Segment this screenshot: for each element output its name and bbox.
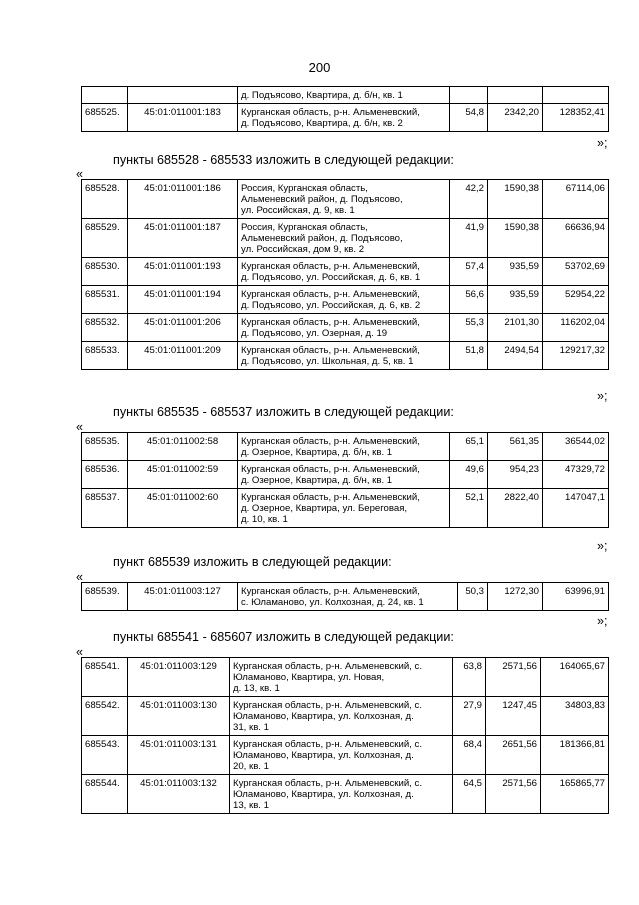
item-number-cell: 685543. xyxy=(82,736,128,775)
address-line: Юламаново, Квартира, ул. Новая, xyxy=(233,672,385,683)
unit-price-cell: 2822,40 xyxy=(488,489,543,528)
address-cell xyxy=(230,658,453,697)
address-cell xyxy=(238,286,450,314)
address-cell xyxy=(238,219,450,258)
address-line: д. Подъясово, Квартира, д. б/н, кв. 2 xyxy=(241,118,403,129)
total-value-cell: 67114,06 xyxy=(543,180,609,219)
unit-price-cell: 561,35 xyxy=(488,433,543,461)
cadastral-number-cell: 45:01:011003:127 xyxy=(128,583,238,611)
unit-price-cell: 935,59 xyxy=(488,258,543,286)
item-number-cell: 685531. xyxy=(82,286,128,314)
address-line: Курганская область, р-н. Альменевский, xyxy=(241,492,420,503)
cadastral-number-cell: 45:01:011001:187 xyxy=(128,219,238,258)
item-number-cell: 685536. xyxy=(82,461,128,489)
close-quote-3: »; xyxy=(597,614,608,628)
item-number-cell: 685542. xyxy=(82,697,128,736)
address-line: ул. Российская, д. 9, кв. 1 xyxy=(241,205,355,216)
address-line: Курганская область, р-н. Альменевский, с. xyxy=(233,739,423,750)
registry-table-2 xyxy=(81,432,609,528)
item-number-cell: 685541. xyxy=(82,658,128,697)
address-cell xyxy=(238,433,450,461)
unit-price-cell: 2342,20 xyxy=(488,104,543,132)
table-row xyxy=(82,489,609,528)
unit-price-cell: 1590,38 xyxy=(488,180,543,219)
item-number-cell: 685530. xyxy=(82,258,128,286)
total-value-cell: 52954,22 xyxy=(543,286,609,314)
address-line: Курганская область, р-н. Альменевский, xyxy=(241,436,420,447)
table-row xyxy=(82,87,609,104)
address-cell xyxy=(238,342,450,370)
unit-price-cell: 2651,56 xyxy=(486,736,541,775)
cadastral-number-cell xyxy=(128,87,238,104)
unit-price-cell: 954,23 xyxy=(488,461,543,489)
area-cell: 41,9 xyxy=(450,219,488,258)
address-line: д. Подъясово, ул. Российская, д. 6, кв. 2 xyxy=(241,300,421,311)
unit-price-cell: 2494,54 xyxy=(488,342,543,370)
address-line: Россия, Курганская область, xyxy=(241,222,368,233)
address-line: Россия, Курганская область, xyxy=(241,183,368,194)
close-quote-0: »; xyxy=(597,136,608,150)
item-number-cell xyxy=(82,87,128,104)
address-line: д. 13, кв. 1 xyxy=(233,683,280,694)
table-row xyxy=(82,258,609,286)
unit-price-cell: 1590,38 xyxy=(488,219,543,258)
area-cell: 27,9 xyxy=(453,697,486,736)
registry-table-4 xyxy=(81,657,609,814)
address-line: Курганская область, р-н. Альменевский, с. xyxy=(233,700,423,711)
item-number-cell: 685535. xyxy=(82,433,128,461)
item-number-cell: 685533. xyxy=(82,342,128,370)
table-row xyxy=(82,342,609,370)
area-cell: 56,6 xyxy=(450,286,488,314)
address-line: д. Подъясово, ул. Озерная, д. 19 xyxy=(241,328,388,339)
total-value-cell: 36544,02 xyxy=(543,433,609,461)
item-number-cell: 685528. xyxy=(82,180,128,219)
address-cell xyxy=(238,461,450,489)
area-cell: 68,4 xyxy=(453,736,486,775)
address-line: Юламаново, Квартира, ул. Колхозная, д. xyxy=(233,750,414,761)
address-line: д. Подъясово, ул. Российская, д. 6, кв. 1 xyxy=(241,272,421,283)
total-value-cell: 181366,81 xyxy=(541,736,609,775)
area-cell: 65,1 xyxy=(450,433,488,461)
total-value-cell: 53702,69 xyxy=(543,258,609,286)
section-heading-1: пункты 685528 - 685533 изложить в следующей редакции: xyxy=(113,153,454,167)
item-number-cell: 685529. xyxy=(82,219,128,258)
total-value-cell: 116202,04 xyxy=(543,314,609,342)
address-line: д. Озерное, Квартира, ул. Береговая, xyxy=(241,503,408,514)
cadastral-number-cell: 45:01:011003:129 xyxy=(128,658,230,697)
area-cell: 55,3 xyxy=(450,314,488,342)
total-value-cell: 34803,83 xyxy=(541,697,609,736)
open-quote-1: « xyxy=(76,167,84,181)
cadastral-number-cell: 45:01:011002:58 xyxy=(128,433,238,461)
address-line: Курганская область, р-н. Альменевский, xyxy=(241,345,420,356)
address-line: д. Подъясово, Квартира, д. б/н, кв. 1 xyxy=(241,90,403,101)
total-value-cell: 66636,94 xyxy=(543,219,609,258)
registry-table-0 xyxy=(81,86,609,132)
open-quote-4: « xyxy=(76,645,84,659)
table-row xyxy=(82,180,609,219)
address-line: 13, кв. 1 xyxy=(233,800,269,811)
cadastral-number-cell: 45:01:011001:193 xyxy=(128,258,238,286)
table-row xyxy=(82,219,609,258)
address-line: Курганская область, р-н. Альменевский, с. xyxy=(233,661,423,672)
address-line: Курганская область, р-н. Альменевский, xyxy=(241,289,420,300)
address-line: Курганская область, р-н. Альменевский, xyxy=(241,586,420,597)
cadastral-number-cell: 45:01:011001:209 xyxy=(128,342,238,370)
address-line: Альменевский район, д. Подъясово, xyxy=(241,233,403,244)
area-cell: 54,8 xyxy=(450,104,488,132)
unit-price-cell xyxy=(488,87,543,104)
cadastral-number-cell: 45:01:011001:206 xyxy=(128,314,238,342)
address-line: Курганская область, р-н. Альменевский, xyxy=(241,261,420,272)
total-value-cell: 128352,41 xyxy=(543,104,609,132)
address-cell xyxy=(238,489,450,528)
address-line: Альменевский район, д. Подъясово, xyxy=(241,194,403,205)
address-line: Юламаново, Квартира, ул. Колхозная, д. xyxy=(233,789,414,800)
table-row xyxy=(82,736,609,775)
total-value-cell: 47329,72 xyxy=(543,461,609,489)
address-line: 31, кв. 1 xyxy=(233,722,269,733)
address-line: ул. Российская, дом 9, кв. 2 xyxy=(241,244,365,255)
item-number-cell: 685537. xyxy=(82,489,128,528)
cadastral-number-cell: 45:01:011002:60 xyxy=(128,489,238,528)
close-quote-2: »; xyxy=(597,539,608,553)
unit-price-cell: 2571,56 xyxy=(486,775,541,814)
item-number-cell: 685544. xyxy=(82,775,128,814)
address-cell xyxy=(238,180,450,219)
area-cell: 52,1 xyxy=(450,489,488,528)
area-cell: 64,5 xyxy=(453,775,486,814)
cadastral-number-cell: 45:01:011003:132 xyxy=(128,775,230,814)
total-value-cell: 147047,1 xyxy=(543,489,609,528)
total-value-cell: 164065,67 xyxy=(541,658,609,697)
cadastral-number-cell: 45:01:011003:131 xyxy=(128,736,230,775)
address-line: Курганская область, р-н. Альменевский, xyxy=(241,107,420,118)
area-cell xyxy=(450,87,488,104)
close-quote-1: »; xyxy=(597,389,608,403)
address-line: 20, кв. 1 xyxy=(233,761,269,772)
section-heading-3: пункт 685539 изложить в следующей редакции: xyxy=(113,555,392,569)
unit-price-cell: 935,59 xyxy=(488,286,543,314)
open-quote-2: « xyxy=(76,420,84,434)
total-value-cell: 129217,32 xyxy=(543,342,609,370)
section-heading-2: пункты 685535 - 685537 изложить в следующей редакции: xyxy=(113,405,454,419)
address-cell xyxy=(238,87,450,104)
cadastral-number-cell: 45:01:011001:194 xyxy=(128,286,238,314)
cadastral-number-cell: 45:01:011002:59 xyxy=(128,461,238,489)
address-line: д. Озерное, Квартира, д. б/н, кв. 1 xyxy=(241,475,393,486)
item-number-cell: 685532. xyxy=(82,314,128,342)
table-row xyxy=(82,433,609,461)
table-row xyxy=(82,658,609,697)
address-cell xyxy=(238,258,450,286)
address-cell xyxy=(230,775,453,814)
unit-price-cell: 1272,30 xyxy=(488,583,543,611)
open-quote-3: « xyxy=(76,570,84,584)
table-row xyxy=(82,583,609,611)
page-number: 200 xyxy=(308,60,331,75)
area-cell: 57,4 xyxy=(450,258,488,286)
area-cell: 42,2 xyxy=(450,180,488,219)
total-value-cell: 63996,91 xyxy=(543,583,609,611)
item-number-cell: 685525. xyxy=(82,104,128,132)
area-cell: 50,3 xyxy=(458,583,488,611)
address-cell xyxy=(238,104,450,132)
total-value-cell: 165865,77 xyxy=(541,775,609,814)
address-line: с. Юламаново, ул. Колхозная, д. 24, кв. 1 xyxy=(241,597,424,608)
registry-table-1 xyxy=(81,179,609,370)
cadastral-number-cell: 45:01:011001:183 xyxy=(128,104,238,132)
unit-price-cell: 2101,30 xyxy=(488,314,543,342)
registry-table-3 xyxy=(81,582,609,611)
address-cell xyxy=(238,583,458,611)
address-line: Курганская область, р-н. Альменевский, с. xyxy=(233,778,423,789)
address-line: Курганская область, р-н. Альменевский, xyxy=(241,464,420,475)
area-cell: 51,8 xyxy=(450,342,488,370)
unit-price-cell: 2571,56 xyxy=(486,658,541,697)
table-row xyxy=(82,461,609,489)
cadastral-number-cell: 45:01:011003:130 xyxy=(128,697,230,736)
section-heading-4: пункты 685541 - 685607 изложить в следующей редакции: xyxy=(113,630,454,644)
area-cell: 63,8 xyxy=(453,658,486,697)
table-row xyxy=(82,775,609,814)
address-cell xyxy=(238,314,450,342)
unit-price-cell: 1247,45 xyxy=(486,697,541,736)
table-row xyxy=(82,697,609,736)
table-row xyxy=(82,104,609,132)
cadastral-number-cell: 45:01:011001:186 xyxy=(128,180,238,219)
table-row xyxy=(82,314,609,342)
address-line: д. Озерное, Квартира, д. б/н, кв. 1 xyxy=(241,447,393,458)
address-line: Юламаново, Квартира, ул. Колхозная, д. xyxy=(233,711,414,722)
total-value-cell xyxy=(543,87,609,104)
area-cell: 49,6 xyxy=(450,461,488,489)
address-line: Курганская область, р-н. Альменевский, xyxy=(241,317,420,328)
address-line: д. 10, кв. 1 xyxy=(241,514,288,525)
table-row xyxy=(82,286,609,314)
item-number-cell: 685539. xyxy=(82,583,128,611)
address-cell xyxy=(230,736,453,775)
address-cell xyxy=(230,697,453,736)
address-line: д. Подъясово, ул. Школьная, д. 5, кв. 1 xyxy=(241,356,414,367)
